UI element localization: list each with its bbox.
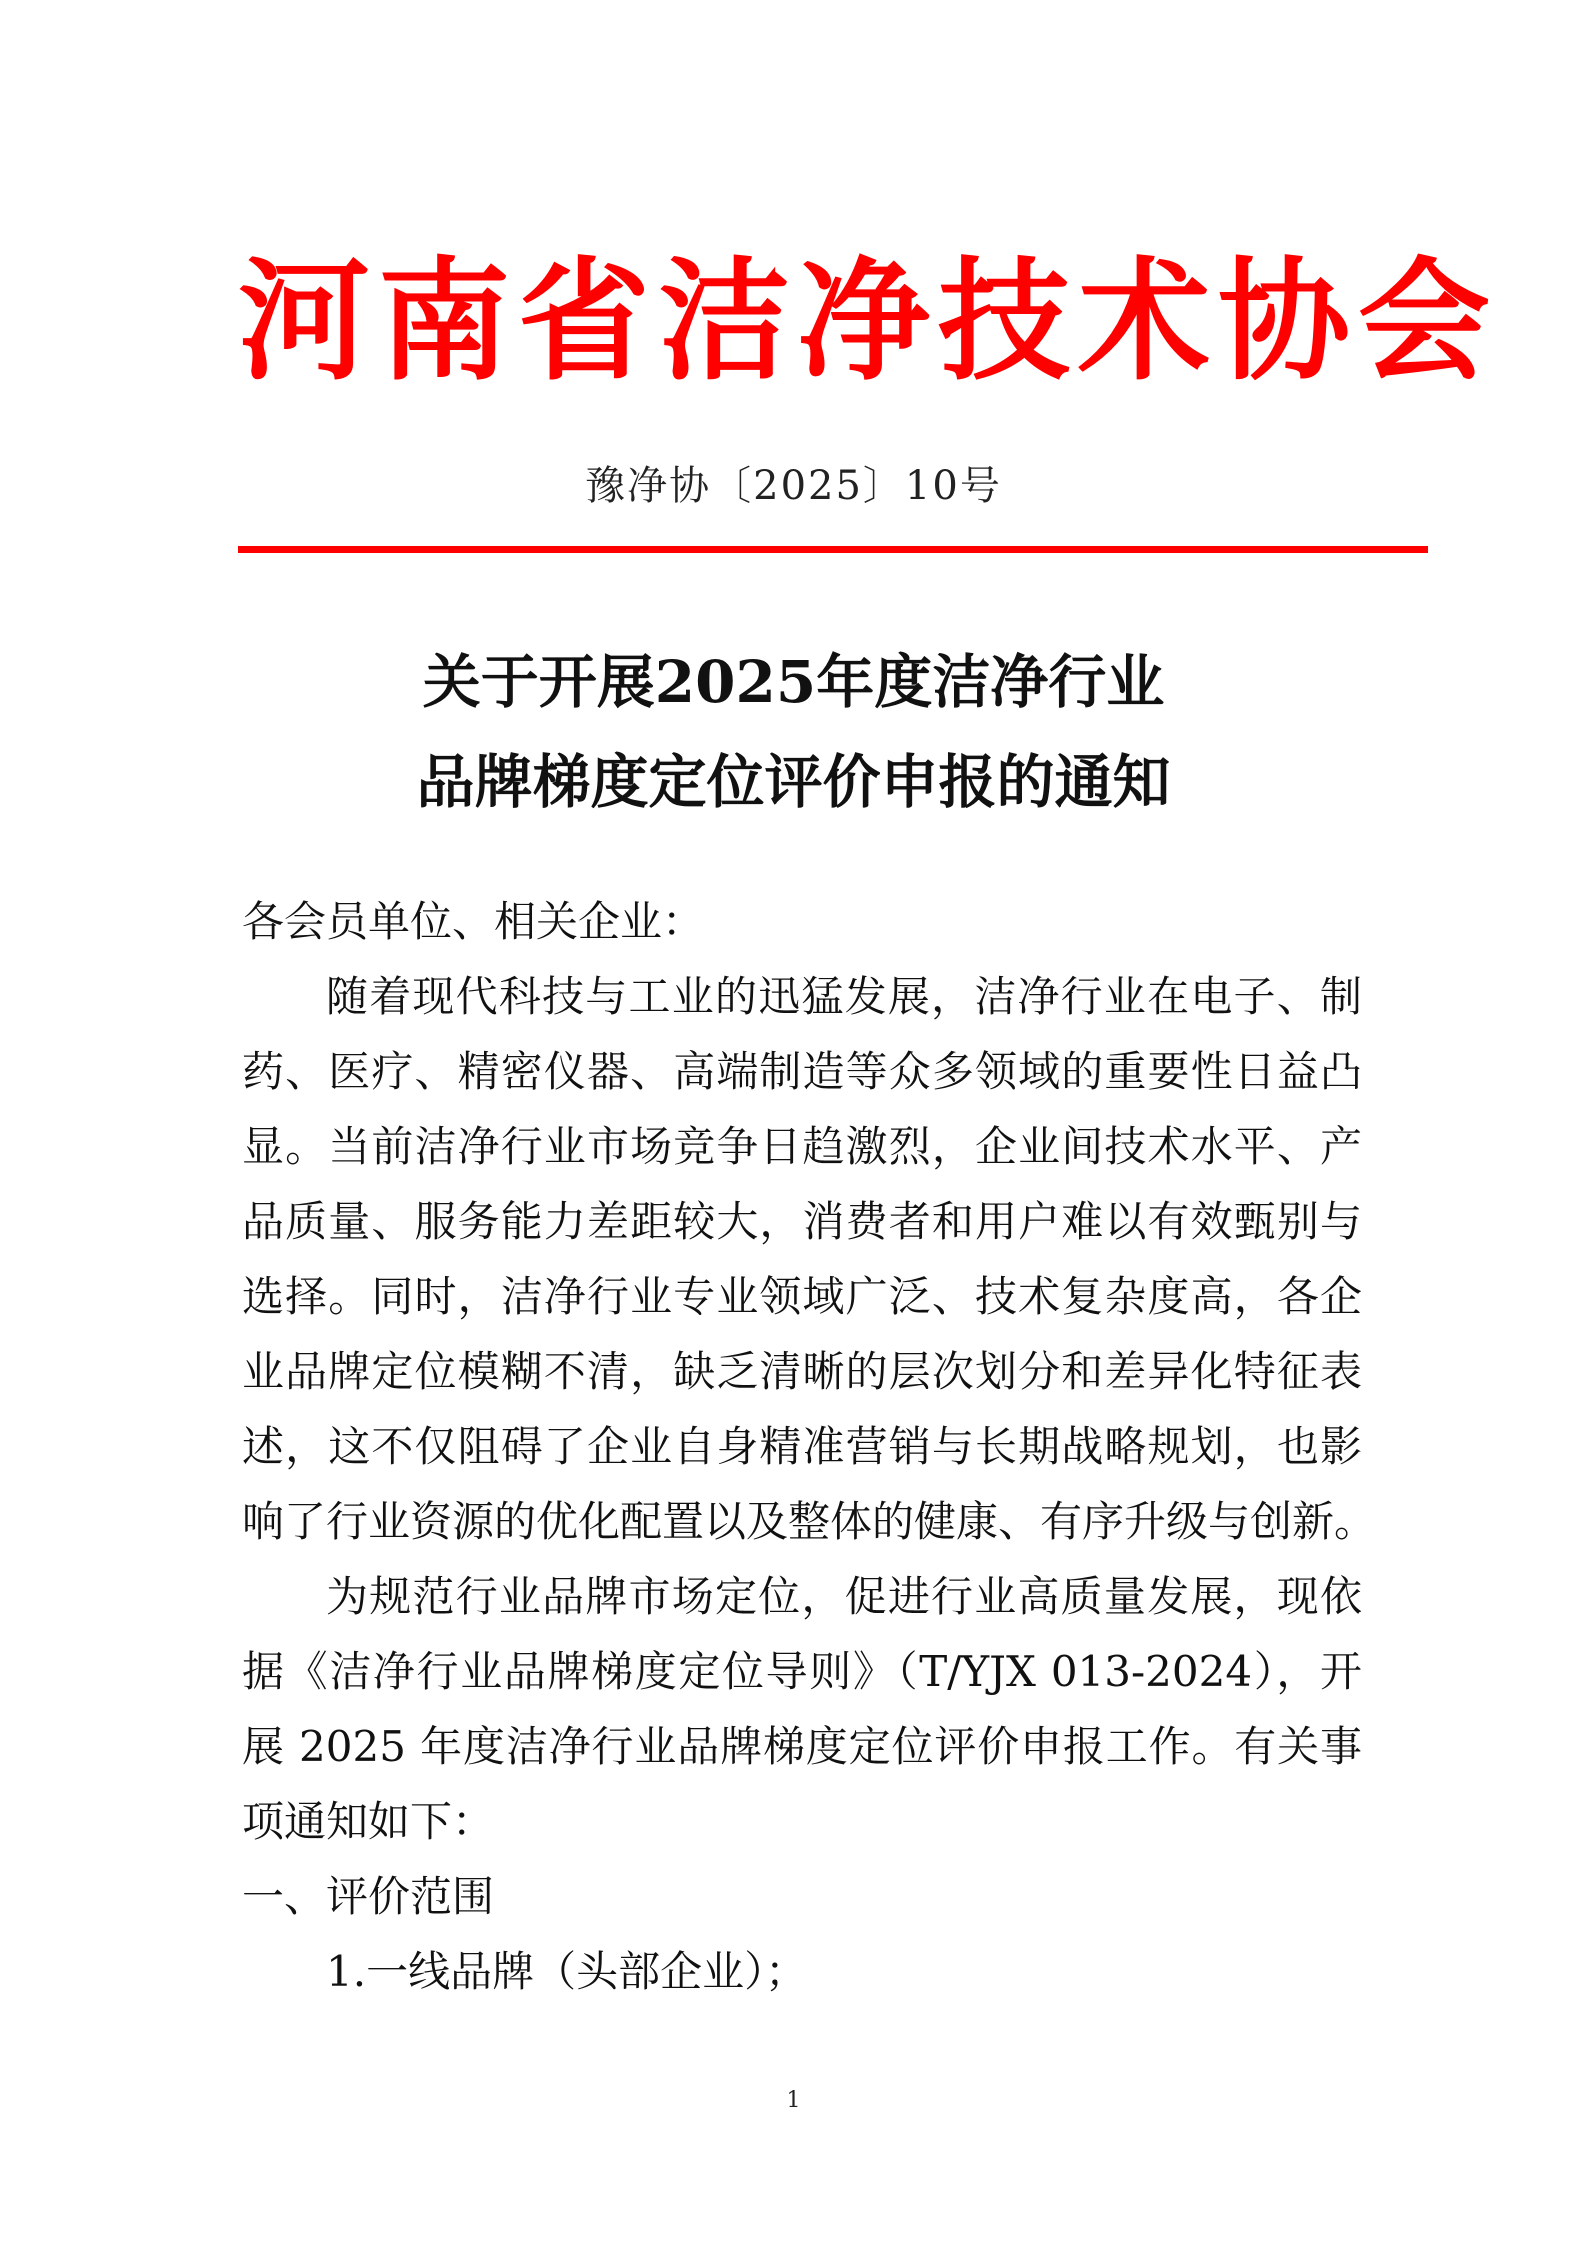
section-heading-evaluation-scope: 一、评价范围 — [242, 1872, 495, 1921]
body-line: 述，这不仅阻碍了企业自身精准营销与长期战略规划，也影 — [242, 1422, 1362, 1471]
organization-title: 河南省洁净技术协会 — [238, 245, 1498, 399]
salutation: 各会员单位、相关企业： — [242, 897, 705, 946]
body-line: 响了行业资源的优化配置以及整体的健康、有序升级与创新。 — [242, 1497, 1377, 1546]
body-line: 项通知如下： — [242, 1797, 495, 1846]
body-line: 为规范行业品牌市场定位，促进行业高质量发展，现依 — [326, 1572, 1362, 1621]
body-line: 随着现代科技与工业的迅猛发展，洁净行业在电子、制 — [326, 972, 1362, 1021]
body-line: 业品牌定位模糊不清，缺乏清晰的层次划分和差异化特征表 — [242, 1347, 1362, 1396]
notice-title — [0, 632, 1587, 832]
body-line: 选择。同时，洁净行业专业领域广泛、技术复杂度高，各企 — [242, 1272, 1362, 1321]
document-number: 豫净协〔2025〕10号 — [585, 463, 1002, 509]
red-divider-line — [238, 546, 1428, 553]
notice-body — [242, 884, 1377, 2009]
notice-title-line-1: 关于开展2025年度洁净行业 — [422, 648, 1165, 716]
notice-title-line-2: 品牌梯度定位评价申报的通知 — [416, 748, 1171, 816]
list-item: 1.一线品牌（头部企业）； — [326, 1947, 808, 1996]
body-line: 展 2025 年度洁净行业品牌梯度定位评价申报工作。有关事 — [242, 1722, 1362, 1771]
body-line: 品质量、服务能力差距较大，消费者和用户难以有效甄别与 — [242, 1197, 1362, 1246]
body-line: 药、医疗、精密仪器、高端制造等众多领域的重要性日益凸 — [242, 1047, 1362, 1096]
page-number: 1 — [786, 2088, 801, 2113]
body-line: 据《洁净行业品牌梯度定位导则》（T/YJX 013-2024），开 — [242, 1647, 1362, 1696]
body-line: 显。当前洁净行业市场竞争日趋激烈，企业间技术水平、产 — [242, 1122, 1362, 1171]
